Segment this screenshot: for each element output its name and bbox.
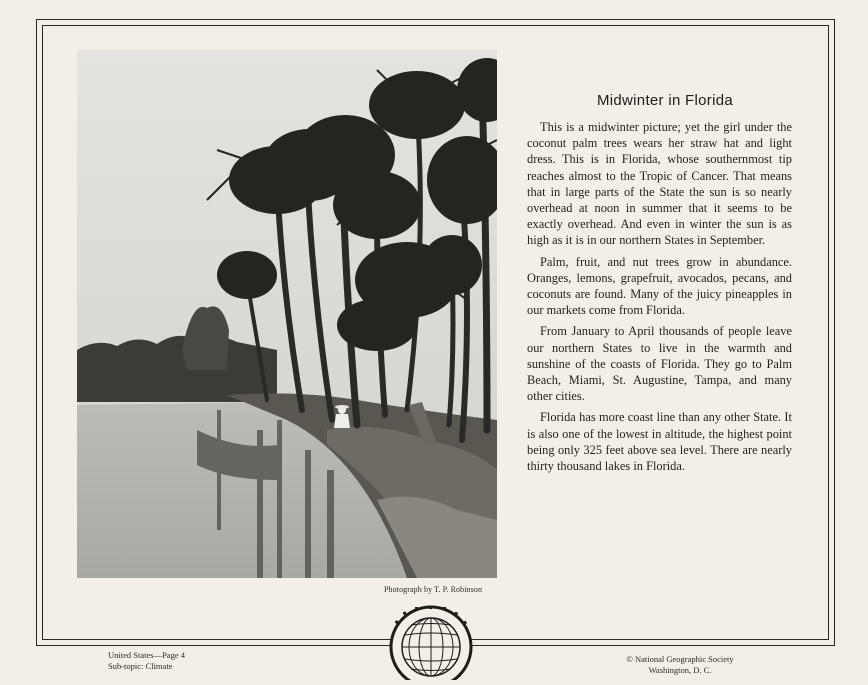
article-title: Midwinter in Florida (596, 92, 734, 109)
photo-credit: Photograph by T. P. Robinson (384, 585, 483, 594)
national-geographic-seal-icon (389, 605, 473, 680)
page-label: United States—Page 4 (108, 650, 185, 660)
article-paragraph: From January to April thousands of people leave our northern States to live in the warmth and sunshine of the coasts of Florida. They go to Palm Beach, Miami, St. Augustine, Tampa, and many other cities. (527, 324, 792, 404)
article-body (527, 119, 792, 479)
publisher-location: Washington, D. C. (648, 665, 712, 675)
palm-trees-photograph (77, 50, 497, 578)
copyright-line: © National Geographic Society (626, 654, 734, 664)
subtopic-label: Sub-topic: Climate (108, 661, 173, 671)
article-paragraph: This is a midwinter picture; yet the girl under the coconut palm trees wears her straw hat and light dress. This is in Florida, whose southernmost tip reaches almost to the Tropic of Cancer. That means that in large parts of the State the sun is so nearly overhead at noon in summer that it seems to be exactly overhead. And even in winter the sun is as high as it is in our northern States in September. (527, 120, 792, 248)
copyright-notice (600, 654, 760, 676)
article-paragraph: Florida has more coast line than any other State. It is also one of the lowest in altitude, the highest point being only 325 feet above sea level. There are nearly thirty thousand lakes in Florida. (527, 410, 792, 474)
article-paragraph: Palm, fruit, and nut trees grow in abundance. Oranges, lemons, grapefruit, avocados, pecans, and coconuts are found. Many of the juicy pineapples in our markets come from Florida. (527, 254, 792, 318)
page-reference (108, 650, 185, 672)
